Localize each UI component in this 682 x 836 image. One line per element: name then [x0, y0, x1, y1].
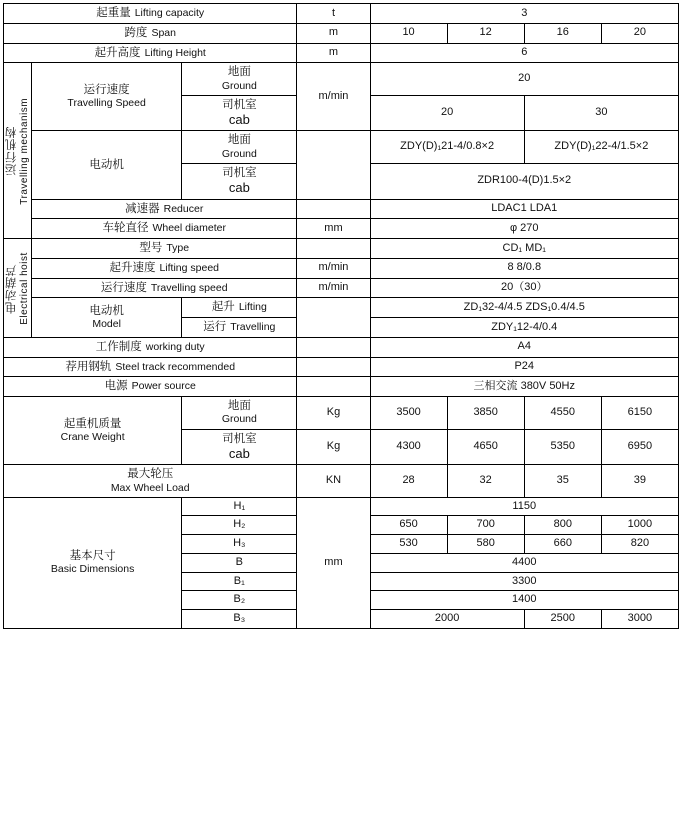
sublabel-hoist-motor-travelling: 运行 Travelling	[182, 318, 297, 338]
group-label-travelling-mechanism: 运行机构 Travelling mechanism	[4, 63, 32, 239]
table-row-hoist-motor-lifting	[4, 298, 679, 318]
value-dimension-h2-3: 800	[524, 516, 601, 535]
value-hoist-travelling-speed: 20（30）	[370, 278, 678, 298]
row-label-power-source: 电源 Power source	[4, 377, 297, 397]
value-dimension-h3-2: 580	[447, 535, 524, 554]
table-row-hoist-lifting-speed	[4, 258, 679, 278]
table-row-steel-track	[4, 357, 679, 377]
value-dimension-b3-1: 2000	[370, 610, 524, 629]
value-hoist-motor-travelling: ZDY₁12-4/0.4	[370, 318, 678, 338]
table-row-lifting-capacity	[4, 4, 679, 24]
unit-hoist-type	[297, 239, 370, 259]
row-label-reducer: 减速器 Reducer	[32, 199, 297, 219]
value-dimension-h2-4: 1000	[601, 516, 678, 535]
table-row-travelling-speed-ground	[4, 63, 679, 96]
unit-hoist-lifting-speed: m/min	[297, 258, 370, 278]
unit-crane-weight-ground: Kg	[297, 397, 370, 430]
value-max-wheel-load-1: 28	[370, 465, 447, 498]
unit-lifting-height: m	[297, 43, 370, 63]
value-travelling-speed-ground: 20	[370, 63, 678, 96]
table-row-reducer	[4, 199, 679, 219]
value-motor-ground-right: ZDY(D)₁22-4/1.5×2	[524, 131, 678, 164]
table-row-motor-ground	[4, 131, 679, 164]
value-crane-weight-cab-3: 5350	[524, 429, 601, 465]
value-hoist-motor-lifting: ZD₁32-4/4.5 ZDS₁0.4/4.5	[370, 298, 678, 318]
dimension-name-h3: H₃	[182, 535, 297, 554]
table-row-max-wheel-load	[4, 465, 679, 498]
unit-working-duty	[297, 337, 370, 357]
unit-hoist-travelling-speed: m/min	[297, 278, 370, 298]
value-span-3: 16	[524, 23, 601, 43]
value-hoist-type: CD₁ MD₁	[370, 239, 678, 259]
row-label-working-duty: 工作制度 working duty	[4, 337, 297, 357]
value-crane-weight-cab-2: 4650	[447, 429, 524, 465]
value-wheel-diameter: φ 270	[370, 219, 678, 239]
value-dimension-b1: 3300	[370, 572, 678, 591]
row-label-max-wheel-load: 最大轮压 Max Wheel Load	[4, 465, 297, 498]
value-crane-weight-cab-1: 4300	[370, 429, 447, 465]
value-dimension-b2: 1400	[370, 591, 678, 610]
unit-travelling-speed: m/min	[297, 63, 370, 131]
value-max-wheel-load-2: 32	[447, 465, 524, 498]
value-span-2: 12	[447, 23, 524, 43]
row-label-wheel-diameter: 车轮直径 Wheel diameter	[32, 219, 297, 239]
sublabel-motor-ground: 地面 Ground	[182, 131, 297, 164]
sublabel-crane-weight-cab: 司机室 cab	[182, 429, 297, 465]
row-label-span: 跨度 Span	[4, 23, 297, 43]
value-hoist-lifting-speed: 8 8/0.8	[370, 258, 678, 278]
unit-crane-weight-cab: Kg	[297, 429, 370, 465]
row-label-motor: 电动机	[32, 131, 182, 199]
sublabel-crane-weight-ground: 地面 Ground	[182, 397, 297, 430]
row-label-hoist-lifting-speed: 起升速度 Lifting speed	[32, 258, 297, 278]
value-dimension-h2-1: 650	[370, 516, 447, 535]
value-crane-weight-ground-4: 6150	[601, 397, 678, 430]
value-span-1: 10	[370, 23, 447, 43]
row-label-lifting-capacity: 起重量 Lifting capacity	[4, 4, 297, 24]
row-label-hoist-travelling-speed: 运行速度 Travelling speed	[32, 278, 297, 298]
value-dimension-h3-4: 820	[601, 535, 678, 554]
row-label-basic-dimensions: 基本尺寸 Basic Dimensions	[4, 497, 182, 628]
sublabel-travelling-speed-ground: 地面 Ground	[182, 63, 297, 96]
value-max-wheel-load-4: 39	[601, 465, 678, 498]
dimension-name-b3: B₃	[182, 610, 297, 629]
table-row-lifting-height	[4, 43, 679, 63]
value-dimension-b3-2: 2500	[524, 610, 601, 629]
sublabel-motor-cab: 司机室 cab	[182, 163, 297, 199]
unit-motor	[297, 131, 370, 199]
row-label-crane-weight: 起重机质量 Crane Weight	[4, 397, 182, 465]
table-row-hoist-type	[4, 239, 679, 259]
unit-span: m	[297, 23, 370, 43]
table-row-power-source	[4, 377, 679, 397]
value-motor-cab: ZDR100-4(D)1.5×2	[370, 163, 678, 199]
value-dimension-h1: 1150	[370, 497, 678, 516]
value-crane-weight-ground-3: 4550	[524, 397, 601, 430]
row-label-travelling-speed: 运行速度 Travelling Speed	[32, 63, 182, 131]
value-lifting-height: 6	[370, 43, 678, 63]
dimension-name-h1: H₁	[182, 497, 297, 516]
row-label-hoist-type: 型号 Type	[32, 239, 297, 259]
value-crane-weight-cab-4: 6950	[601, 429, 678, 465]
table-row-wheel-diameter	[4, 219, 679, 239]
value-power-source: 三相交流 380V 50Hz	[370, 377, 678, 397]
value-motor-ground-left: ZDY(D)₁21-4/0.8×2	[370, 131, 524, 164]
unit-reducer	[297, 199, 370, 219]
value-travelling-speed-cab-right: 30	[524, 95, 678, 131]
value-steel-track: P24	[370, 357, 678, 377]
value-dimension-h2-2: 700	[447, 516, 524, 535]
value-working-duty: A4	[370, 337, 678, 357]
table-row-crane-weight-ground	[4, 397, 679, 430]
value-dimension-h3-1: 530	[370, 535, 447, 554]
value-dimension-h3-3: 660	[524, 535, 601, 554]
value-dimension-b3-3: 3000	[601, 610, 678, 629]
specification-table	[3, 3, 679, 629]
table-row-dimension-h1	[4, 497, 679, 516]
row-label-hoist-motor: 电动机 Model	[32, 298, 182, 338]
value-max-wheel-load-3: 35	[524, 465, 601, 498]
value-dimension-b: 4400	[370, 553, 678, 572]
value-travelling-speed-cab-left: 20	[370, 95, 524, 131]
value-span-4: 20	[601, 23, 678, 43]
dimension-name-b1: B₁	[182, 572, 297, 591]
table-row-hoist-travelling-speed	[4, 278, 679, 298]
dimension-name-h2: H₂	[182, 516, 297, 535]
row-label-lifting-height: 起升高度 Lifting Height	[4, 43, 297, 63]
unit-hoist-motor	[297, 298, 370, 338]
table-row-working-duty	[4, 337, 679, 357]
unit-steel-track	[297, 357, 370, 377]
unit-max-wheel-load: KN	[297, 465, 370, 498]
unit-wheel-diameter: mm	[297, 219, 370, 239]
value-lifting-capacity: 3	[370, 4, 678, 24]
unit-basic-dimensions: mm	[297, 497, 370, 628]
unit-lifting-capacity: t	[297, 4, 370, 24]
group-label-electrical-hoist: 电动葫芦 Electrical hoist	[4, 239, 32, 338]
value-crane-weight-ground-1: 3500	[370, 397, 447, 430]
table-row-span	[4, 23, 679, 43]
unit-power-source	[297, 377, 370, 397]
value-crane-weight-ground-2: 3850	[447, 397, 524, 430]
dimension-name-b2: B₂	[182, 591, 297, 610]
value-reducer: LDAC1 LDA1	[370, 199, 678, 219]
dimension-name-b: B	[182, 553, 297, 572]
sublabel-hoist-motor-lifting: 起升 Lifting	[182, 298, 297, 318]
row-label-steel-track: 荐用钢轨 Steel track recommended	[4, 357, 297, 377]
sublabel-travelling-speed-cab: 司机室 cab	[182, 95, 297, 131]
